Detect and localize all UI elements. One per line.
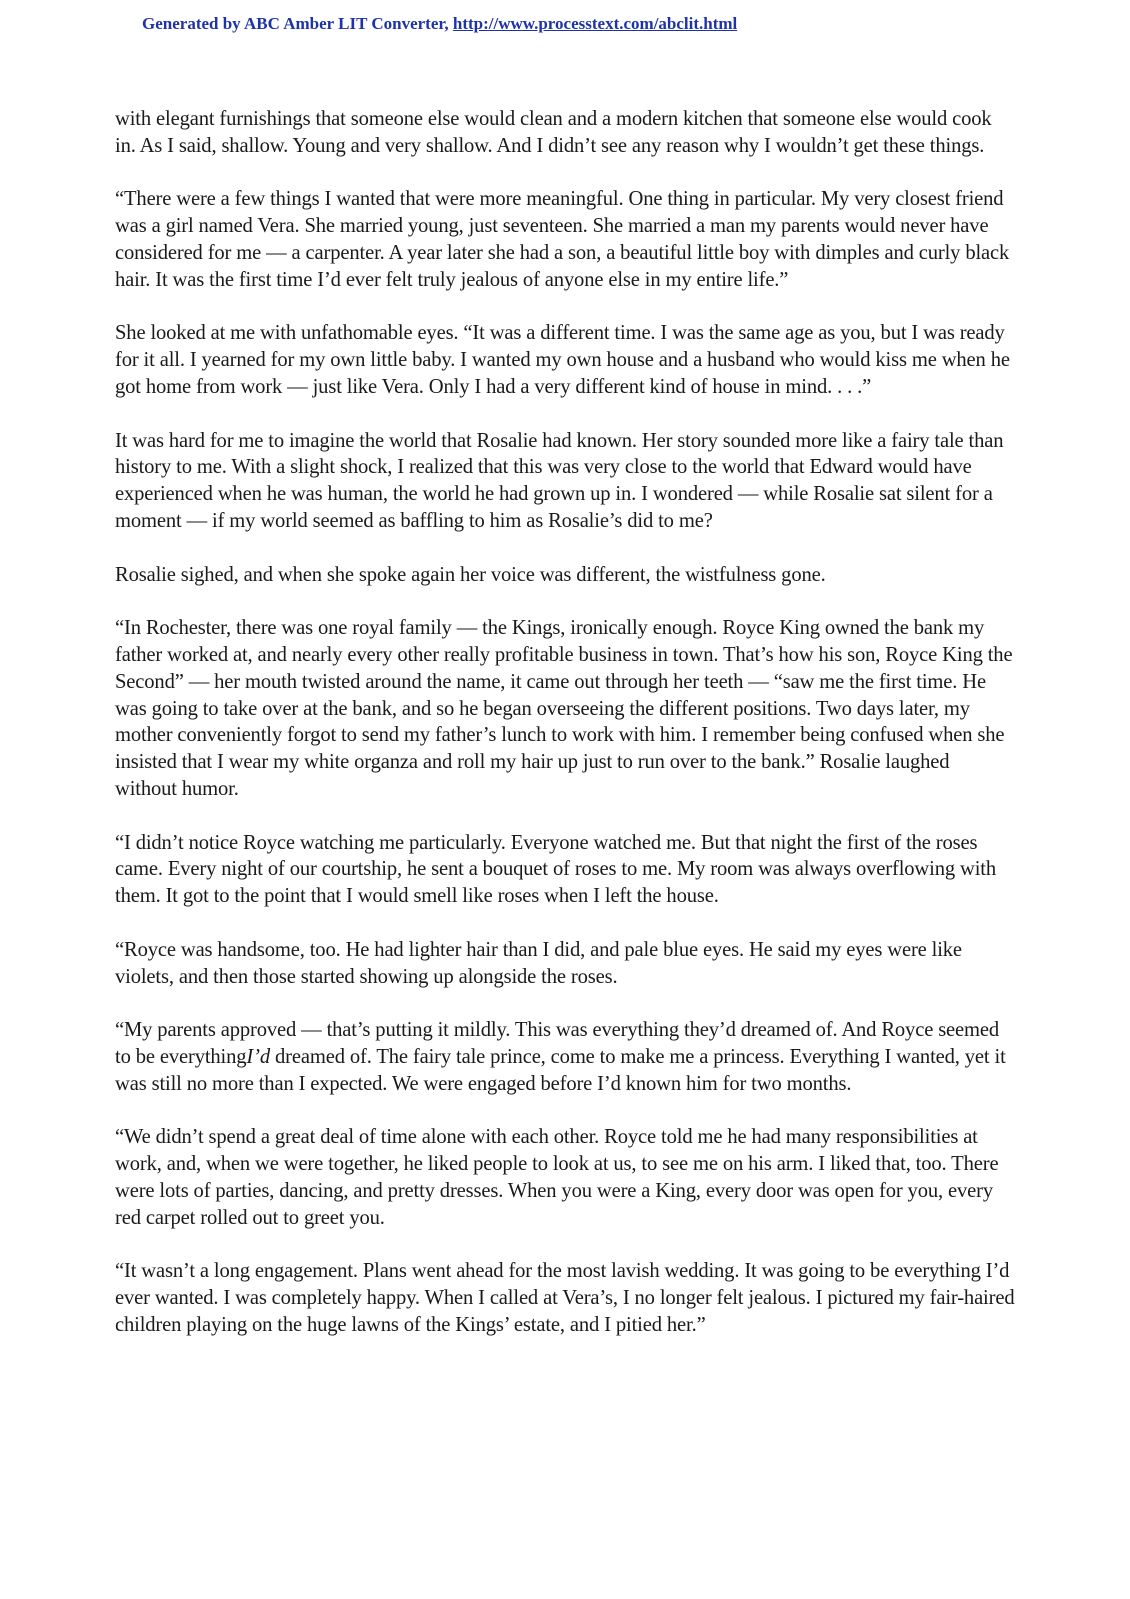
paragraph-11: “It wasn’t a long engagement. Plans went ahead for the most lavish wedding. It was going to be everything I’d ever wanted. I was completely happy. When I called at Vera’s, I no longer felt jealous. I pictured my fair-haired children playing on the huge lawns of the Kings’ estate, and I pitied her.” [115, 1260, 1015, 1336]
generated-by-text: Generated by ABC Amber LIT Converter, [142, 14, 453, 33]
document-body [115, 106, 1015, 1365]
paragraph-4: It was hard for me to imagine the world that Rosalie had known. Her story sounded more like a fairy tale than history to me. With a slight shock, I realized that this was very close to the world that Edward would have experienced when he was human, the world he had grown up in. I wondered — while Rosalie sat silent for a moment — if my world seemed as baffling to him as Rosalie’s did to me? [115, 429, 1004, 532]
paragraph-2: “There were a few things I wanted that were more meaningful. One thing in particular. My very closest friend was a girl named Vera. She married young, just seventeen. She married a man my parents would never have considered for me — a carpenter. A year later she had a son, a beautiful little boy with dimples and curly black hair. It was the first time I’d ever felt truly jealous of anyone else in my entire life.” [115, 188, 1010, 291]
paragraph-10: “We didn’t spend a great deal of time alone with each other. Royce told me he had many responsibilities at work, and, when we were together, he liked people to look at us, to see me on his arm. I liked that, too. There were lots of parties, dancing, and pretty dresses. When you were a King, every door was open for you, every red carpet rolled out to greet you. [115, 1126, 999, 1229]
paragraph-1: with elegant furnishings that someone else would clean and a modern kitchen that someone else would cook in. As I said, shallow. Young and very shallow. And I didn’t see any reason why I wouldn’t get these things. [115, 108, 992, 157]
paragraph-8: “Royce was handsome, too. He had lighter hair than I did, and pale blue eyes. He said my eyes were like violets, and then those started showing up alongside the roses. [115, 938, 962, 988]
paragraph-7: “I didn’t notice Royce watching me particularly. Everyone watched me. But that night the first of the roses came. Every night of our courtship, he sent a bouquet of roses to me. My room was always overflowing with them. It got to the point that I would smell like roses when I left the house. [115, 831, 997, 908]
paragraph-9: “My parents approved — that’s putting it mildly. This was everything they’d dreamed of. And Royce seemed to be everythingI’d dreamed of. The fairy tale prince, come to make me a princess. Everything I wanted, yet it was still no more than I expected. We were engaged before I’d known him for two months. [115, 1019, 1006, 1095]
italic-emphasis: I’d [246, 1045, 270, 1068]
paragraph-5: Rosalie sighed, and when she spoke again her voice was different, the wistfulness gone. [115, 563, 826, 586]
paragraph-3: She looked at me with unfathomable eyes. “It was a different time. I was the same age as you, but I was ready for it all. I yearned for my own little baby. I wanted my own house and a husband who would kiss me when he got home from work — just like Vera. Only I had a very different kind of house in mind. . . .” [115, 322, 1010, 398]
converter-header [142, 14, 737, 34]
converter-link[interactable]: http://www.processtext.com/abclit.html [452, 14, 738, 33]
paragraph-6: “In Rochester, there was one royal family — the Kings, ironically enough. Royce King owned the bank my father worked at, and nearly every other really profitable business in town. That’s how his son, Royce King the Second” — her mouth twisted around the name, it came out through her teeth — “saw me the first time. He was going to take over at the bank, and so he began overseeing the different positions. Two days later, my mother conveniently forgot to send my father’s lunch to work with him. I remember being confused when she insisted that I wear my white organza and roll my hair up just to run over to the bank.” Rosalie laughed without humor. [115, 617, 1013, 800]
